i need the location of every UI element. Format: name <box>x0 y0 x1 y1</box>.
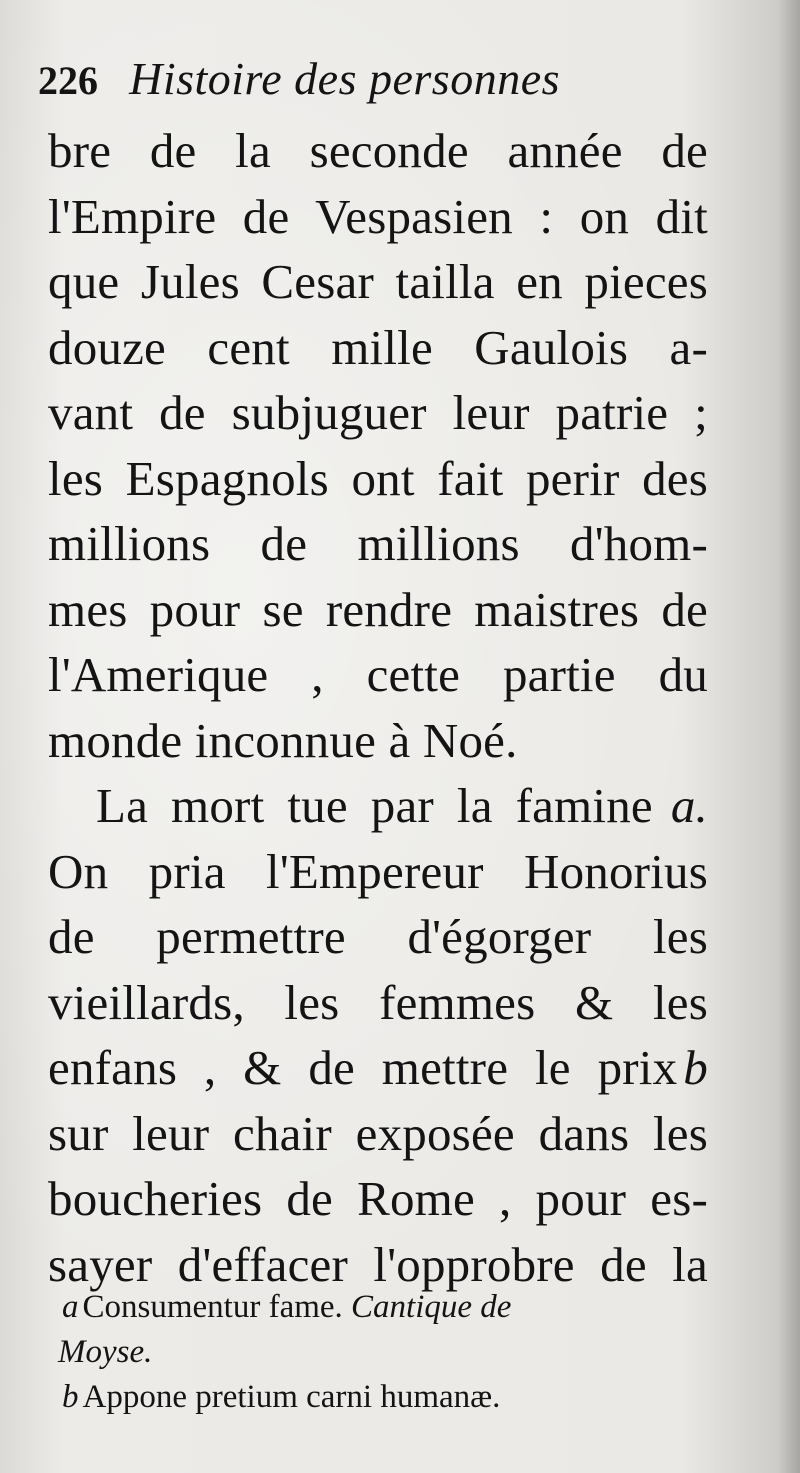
footnote-a-continuation: Moyse. <box>58 1334 153 1370</box>
text-line: sayer d'effacer l'opprobre de la <box>48 1236 708 1292</box>
text-line: boucheries de Rome , pour es- <box>48 1171 708 1226</box>
page-number: 226 <box>38 58 98 103</box>
text-line: les Espagnols ont fait perir des <box>48 450 708 506</box>
running-head <box>38 52 758 122</box>
footnote-b-text: Appone pretium carni humanæ. <box>82 1379 501 1415</box>
footnote-b-mark: b <box>62 1379 79 1415</box>
footnote-a-text: Consumentur fame. <box>82 1289 343 1325</box>
text-line: millions de millions d'hom- <box>48 516 708 571</box>
text-line: vant de subjuguer leur patrie ; <box>48 385 708 440</box>
text-line: de permettre d'égorger les <box>48 909 708 964</box>
text-segment: La mort tue par la famine <box>96 778 653 833</box>
text-line-with-mark <box>48 1035 708 1101</box>
text-line: vieillards, les femmes & les <box>48 974 708 1030</box>
footnote-b <box>62 1375 682 1420</box>
body-text <box>48 118 708 1297</box>
footnote-mark-a: a. <box>670 778 708 833</box>
text-line: On pria l'Empereur Honorius <box>48 843 708 899</box>
footnote-mark-b: b <box>683 1040 708 1095</box>
text-line: bre de la seconde année de <box>48 123 708 178</box>
text-line: douze cent mille Gaulois a- <box>48 319 708 375</box>
page-edge-shadow <box>778 0 800 1473</box>
footnote-a-source: Cantique de <box>351 1289 512 1325</box>
footnote-a <box>62 1285 682 1330</box>
paragraph-first-line <box>48 773 708 839</box>
text-line: que Jules Cesar tailla en pieces <box>48 254 708 309</box>
text-segment: enfans , & de mettre le prix <box>48 1040 678 1095</box>
running-head-title: Histoire des personnes <box>129 53 561 104</box>
text-line: sur leur chair exposée dans les <box>48 1105 708 1161</box>
text-line: l'Amerique , cette partie du <box>48 647 708 702</box>
text-line: mes pour se rendre maistres de <box>48 581 708 637</box>
text-line: l'Empire de Vespasien : on dit <box>48 188 708 244</box>
footnotes <box>58 1285 682 1420</box>
text-line: monde inconnue à Noé. <box>48 712 518 768</box>
footnote-a-mark: a <box>62 1289 79 1325</box>
